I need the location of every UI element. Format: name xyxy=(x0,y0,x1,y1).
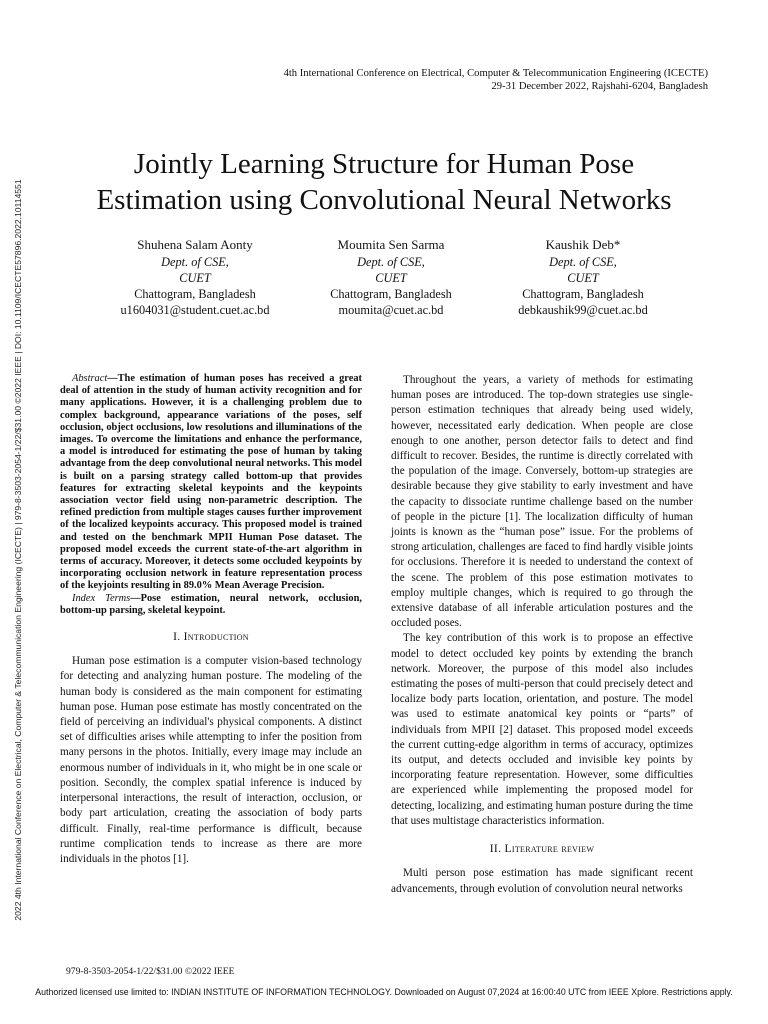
paper-title xyxy=(40,146,728,218)
side-doi-strip xyxy=(6,130,30,970)
title-line-1: Jointly Learning Structure for Human Pose xyxy=(133,148,635,180)
author-dept: Dept. of CSE, xyxy=(549,255,617,269)
author-name: Shuhena Salam Aonty xyxy=(137,237,253,252)
author-city: Chattogram, Bangladesh xyxy=(134,287,256,301)
author-name: Moumita Sen Sarma xyxy=(337,237,445,252)
author-block-3 xyxy=(483,237,683,318)
right-column xyxy=(391,373,693,897)
abstract-text: —The estimation of human poses has received a great deal of attention in the study of human activity recognition and for many applications. However, it is a challenging problem due to complex background, appearance variations of the poses, self occlusion, object occlusions, low resolutions and illuminations of the images. To overcome the limitations and enhance the performance, a model is introduced for estimating the pose of human by taking advantage from the deep convolutional neural networks. This model is built on a parsing strategy called bottom-up that provides features for extracting skeletal keypoints and the keypoints association vector field using non-parametric description. The refined prediction from multiple stages causes further improvement of the localized keypoints accuracy. This proposed model is trained and tested on the benchmark MPII Human Pose dataset. The proposed model exceeds the current state-of-the-art algorithm in terms of accuracy. Moreover, it detects some occluded keypoints by incorporating occlusion network in feature representation process of the keyjoints resulting in 89.0% Mean Average Precision. xyxy=(60,373,362,592)
author-block-2 xyxy=(291,237,491,318)
body-paragraph-3: Multi person pose estimation has made significant recent advancements, through evolution of convolution neural networks xyxy=(391,867,693,895)
side-doi-text: 2022 4th International Conference on Electrical, Computer & Telecommunication Engineering (ICECTE) | 979-8-3503-2054-1/22/$31.00 ©2022 IEEE | DOI: 10.1109/ICECTE57896.2022.10114551 xyxy=(13,179,23,921)
author-dept: Dept. of CSE, xyxy=(357,255,425,269)
conference-name: 4th International Conference on Electrical, Computer & Telecommunication Engineering (ICECTE) xyxy=(283,68,708,79)
author-dept: Dept. of CSE, xyxy=(161,255,229,269)
footer-isbn: 979-8-3503-2054-1/22/$31.00 ©2022 IEEE xyxy=(66,966,235,977)
author-institution: CUET xyxy=(567,271,599,285)
author-institution: CUET xyxy=(179,271,211,285)
author-city: Chattogram, Bangladesh xyxy=(522,287,644,301)
index-terms-text: —Pose estimation, neural network, occlusion, bottom-up parsing, skeletal keypoint. xyxy=(60,592,362,616)
section-heading-introduction: I. Introduction xyxy=(173,630,249,644)
title-line-2: Estimation using Convolutional Neural Networks xyxy=(96,184,672,216)
footer-authorized-use: Authorized licensed use limited to: INDIAN INSTITUTE OF INFORMATION TECHNOLOGY. Downloaded on August 07,2024 at 16:00:40 UTC from IEEE Xplore. Restrictions apply. xyxy=(35,987,733,997)
abstract-label: Abstract xyxy=(72,373,108,384)
author-email: debkaushik99@cuet.ac.bd xyxy=(518,303,648,317)
conference-dates: 29-31 December 2022, Rajshahi-6204, Bangladesh xyxy=(491,81,708,92)
abstract xyxy=(60,373,362,593)
author-email: moumita@cuet.ac.bd xyxy=(338,303,444,317)
intro-paragraph: Human pose estimation is a computer vision-based technology for detecting and analyzing human posture. The modeling of the human body is considered as the main component for estimating human pose. Human pose estimate has mostly concentrated on the field of perceiving an individual's physical components. A distinct set of difficulties arises while attempting to infer the position from many persons in the photos. Initially, every image may include an enormous number of individuals in it, who might be in one scale or position. Secondly, the complex spatial inference is induced by interpersonal interactions, the result of interaction, occlusion, or body part articulation, creating the association of body parts difficult. Finally, real-time performance is difficult, because runtime complication tends to increase as there are more individuals in the photos [1]. xyxy=(60,655,362,865)
body-paragraph-2: The key contribution of this work is to propose an effective model to detect occluded key points by extending the branch network. Moreover, the purpose of this model also includes estimating the poses of multi-person that could precisely detect and localize body parts location, orientation, and posture. The model was used to estimate anatomical key points or “parts” of individuals from MPII [2] dataset. This proposed model exceeds the current cutting-edge algorithm in terms of accuracy, optimizes its output, and detects occluded and invisible key points by incorporating feature representation. However, some difficulties are experienced while implementing the proposed model for detecting, localizing, and estimating human posture during the time that uses multistage characteristics information. xyxy=(391,632,693,827)
body-paragraph-1: Throughout the years, a variety of methods for estimating human poses are introduced. The top-down strategies use single-person estimation techniques that already being used widely, however, necessitated early dedication. When people are close enough to one another, person detector fails to detect and find difficult to recover. Besides, the runtime is directly correlated with the population of the image. Conversely, bottom-up strategies are desirable because they give stability to early investment and have the capacity to dissociate runtime challenge based on the number of people in the picture [1]. The localization difficulty of human joints is known as the “human pose” issue. For the problems of strong articulation, challenges are faced to find hardly visible joints for occlusions. Therefore it is needed to understand the context of the scene. The problem of this pose estimation motivates to employ multiple changes, which is required to go through the extensive database of all inferable articulation postures and the occluded poses. xyxy=(391,374,693,630)
author-email: u1604031@student.cuet.ac.bd xyxy=(120,303,270,317)
author-institution: CUET xyxy=(375,271,407,285)
index-terms xyxy=(60,593,362,617)
author-city: Chattogram, Bangladesh xyxy=(330,287,452,301)
left-column xyxy=(60,373,362,867)
section-heading-literature: II. Literature review xyxy=(489,842,595,856)
author-block-1 xyxy=(95,237,295,318)
index-terms-label: Index Terms xyxy=(72,592,131,604)
author-name: Kaushik Deb* xyxy=(545,237,621,252)
